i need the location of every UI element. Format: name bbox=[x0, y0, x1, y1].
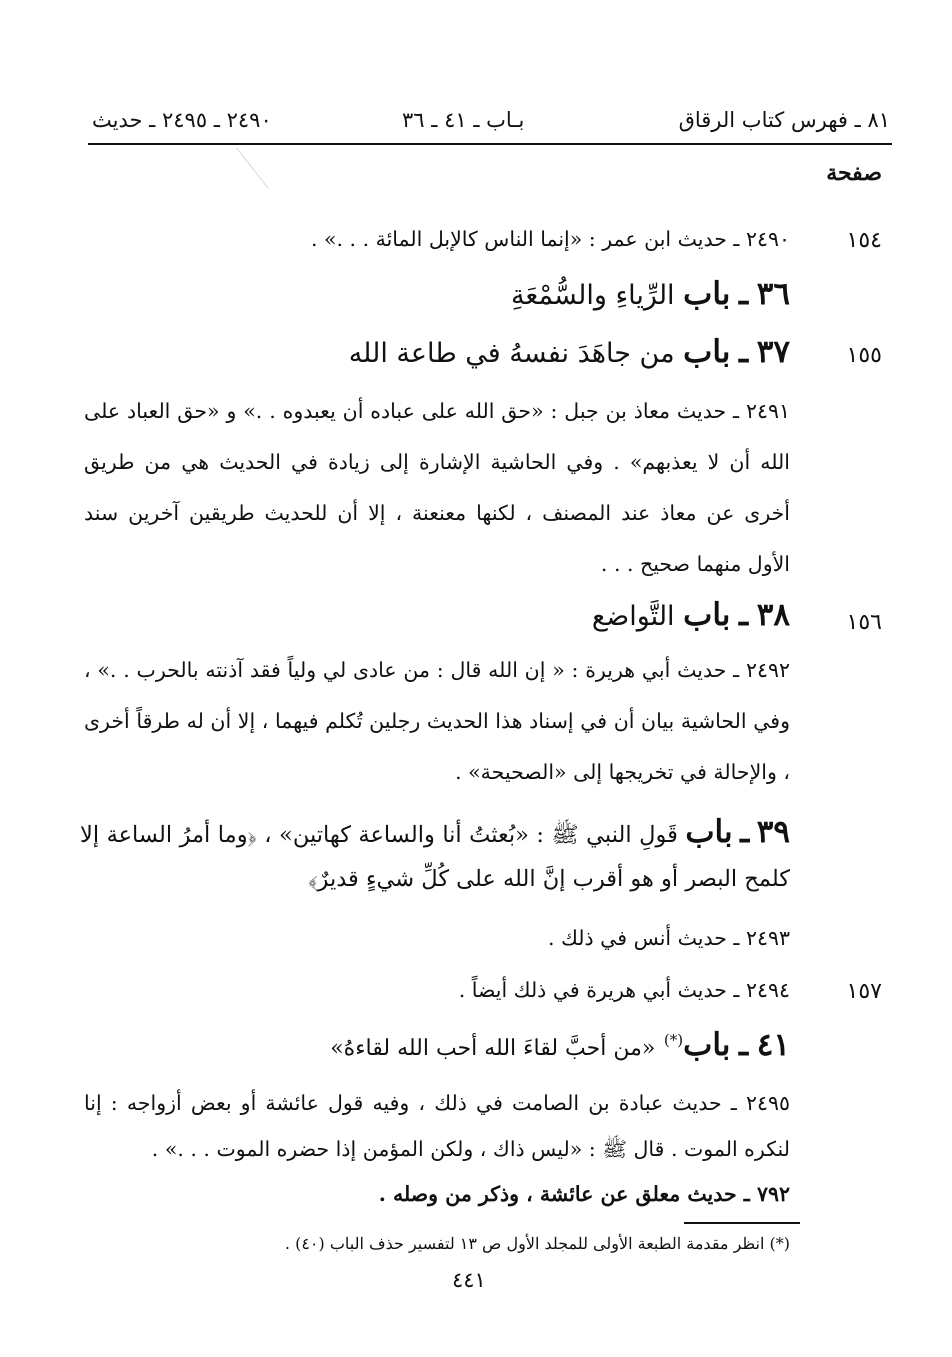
page-ref-156: ١٥٦ bbox=[846, 610, 882, 635]
chapter-word: باب bbox=[683, 1027, 731, 1063]
chapter-39-heading bbox=[80, 810, 790, 901]
running-header-hadith-range: ٢٤٩٠ ـ ٢٤٩٥ ـ حديث bbox=[92, 108, 272, 132]
chapter-41-heading bbox=[330, 1027, 790, 1063]
hadith-2490: ٢٤٩٠ ـ حديث ابن عمر : «إنما الناس كالإبل المائة . . .» . bbox=[310, 227, 790, 251]
chapter-number: ٣٧ bbox=[756, 334, 790, 370]
chapter-dash: ـ bbox=[739, 334, 749, 370]
page-ref-157: ١٥٧ bbox=[846, 979, 882, 1004]
chapter-38-heading bbox=[592, 597, 790, 633]
chapter-dash: ـ bbox=[739, 1027, 749, 1063]
chapter-number: ٣٩ bbox=[756, 814, 791, 850]
header-rule bbox=[88, 143, 892, 145]
page-column-label: صفحة bbox=[826, 160, 882, 186]
running-header-chapters-range: بـاب ـ ٤١ ـ ٣٦ bbox=[402, 108, 525, 132]
page-number: ٤٤١ bbox=[452, 1268, 486, 1292]
hadith-2495: ٢٤٩٥ ـ حديث عبادة بن الصامت في ذلك ، وفيه قول عائشة أو بعض أزواجه : إنا لنكره الموت . قال ﷺ : «ليس ذاك ، ولكن المؤمن إذا حضره الموت . . .» . bbox=[84, 1091, 790, 1161]
hadith-2492: ٢٤٩٢ ـ حديث أبي هريرة : « إن الله قال : من عادى لي ولياً فقد آذنته بالحرب . .» ، وفي الحاشية بيان أن في إسناد هذا الحديث رجلين تُكلم فيهما ، إلا أن له طرقاً أخرى ، والإحالة في تخريجها إلى «الصحيحة» . bbox=[84, 658, 790, 784]
chapter-word: باب bbox=[685, 814, 733, 850]
footnote: (*) انظر مقدمة الطبعة الأولى للمجلد الأول ص ١٣ لتفسير حذف الباب (٤٠) . bbox=[284, 1234, 790, 1253]
hadith-2491: ٢٤٩١ ـ حديث معاذ بن جبل : «حق الله على عباده أن يعبدوه . .» و «حق العباد على الله أن لا يعذبهم» . وفي الحاشية الإشارة إلى زيادة في الحديث هي من طريق أخرى عن معاذ عند المصنف ، لكنها معنعنة ، إلا أن للحديث طريقين آخرين سند الأول منهما صحيح . . . bbox=[84, 399, 790, 576]
chapter-37-heading bbox=[349, 334, 790, 370]
chapter-number: ٤١ bbox=[756, 1027, 790, 1063]
chapter-title: التَّواضع bbox=[591, 601, 675, 632]
chapter-title: قَولِ النبي ﷺ : «بُعثتُ أنا والساعة كهاتين» ، ﴿وما أمرُ الساعة إلا كلمح البصر أو هو أقرب إنَّ الله على كُلِّ شيءٍ قديرٌ﴾ bbox=[80, 822, 790, 892]
hadith-2494: ٢٤٩٤ ـ حديث أبي هريرة في ذلك أيضاً . bbox=[458, 978, 790, 1002]
chapter-title: من جاهَدَ نفسهُ في طاعة الله bbox=[348, 338, 675, 369]
chapter-36-heading bbox=[511, 276, 790, 312]
chapter-word: باب bbox=[683, 597, 731, 633]
scan-mark bbox=[236, 147, 269, 189]
chapter-word: باب bbox=[683, 276, 731, 312]
footnote-marker: (*) bbox=[663, 1031, 684, 1049]
chapter-dash: ـ bbox=[739, 276, 749, 312]
chapter-title: الرِّياءِ والسُّمْعَةِ bbox=[510, 280, 675, 311]
hadith-792: ٧٩٢ ـ حديث معلق عن عائشة ، وذكر من وصله . bbox=[378, 1182, 790, 1206]
page-ref-154: ١٥٤ bbox=[846, 228, 882, 253]
footnote-rule bbox=[684, 1222, 800, 1224]
chapter-dash: ـ bbox=[739, 597, 749, 633]
chapter-number: ٣٨ bbox=[756, 597, 790, 633]
chapter-dash: ـ bbox=[740, 814, 750, 850]
page-ref-155: ١٥٥ bbox=[846, 343, 882, 368]
hadith-2493: ٢٤٩٣ ـ حديث أنس في ذلك . bbox=[547, 926, 790, 950]
chapter-word: باب bbox=[683, 334, 731, 370]
chapter-number: ٣٦ bbox=[756, 276, 790, 312]
running-header-chapter: ٨١ ـ فهرس كتاب الرقاق bbox=[678, 108, 890, 132]
chapter-title: «من أحبَّ لقاءَ الله أحب الله لقاءهُ» bbox=[330, 1036, 656, 1061]
